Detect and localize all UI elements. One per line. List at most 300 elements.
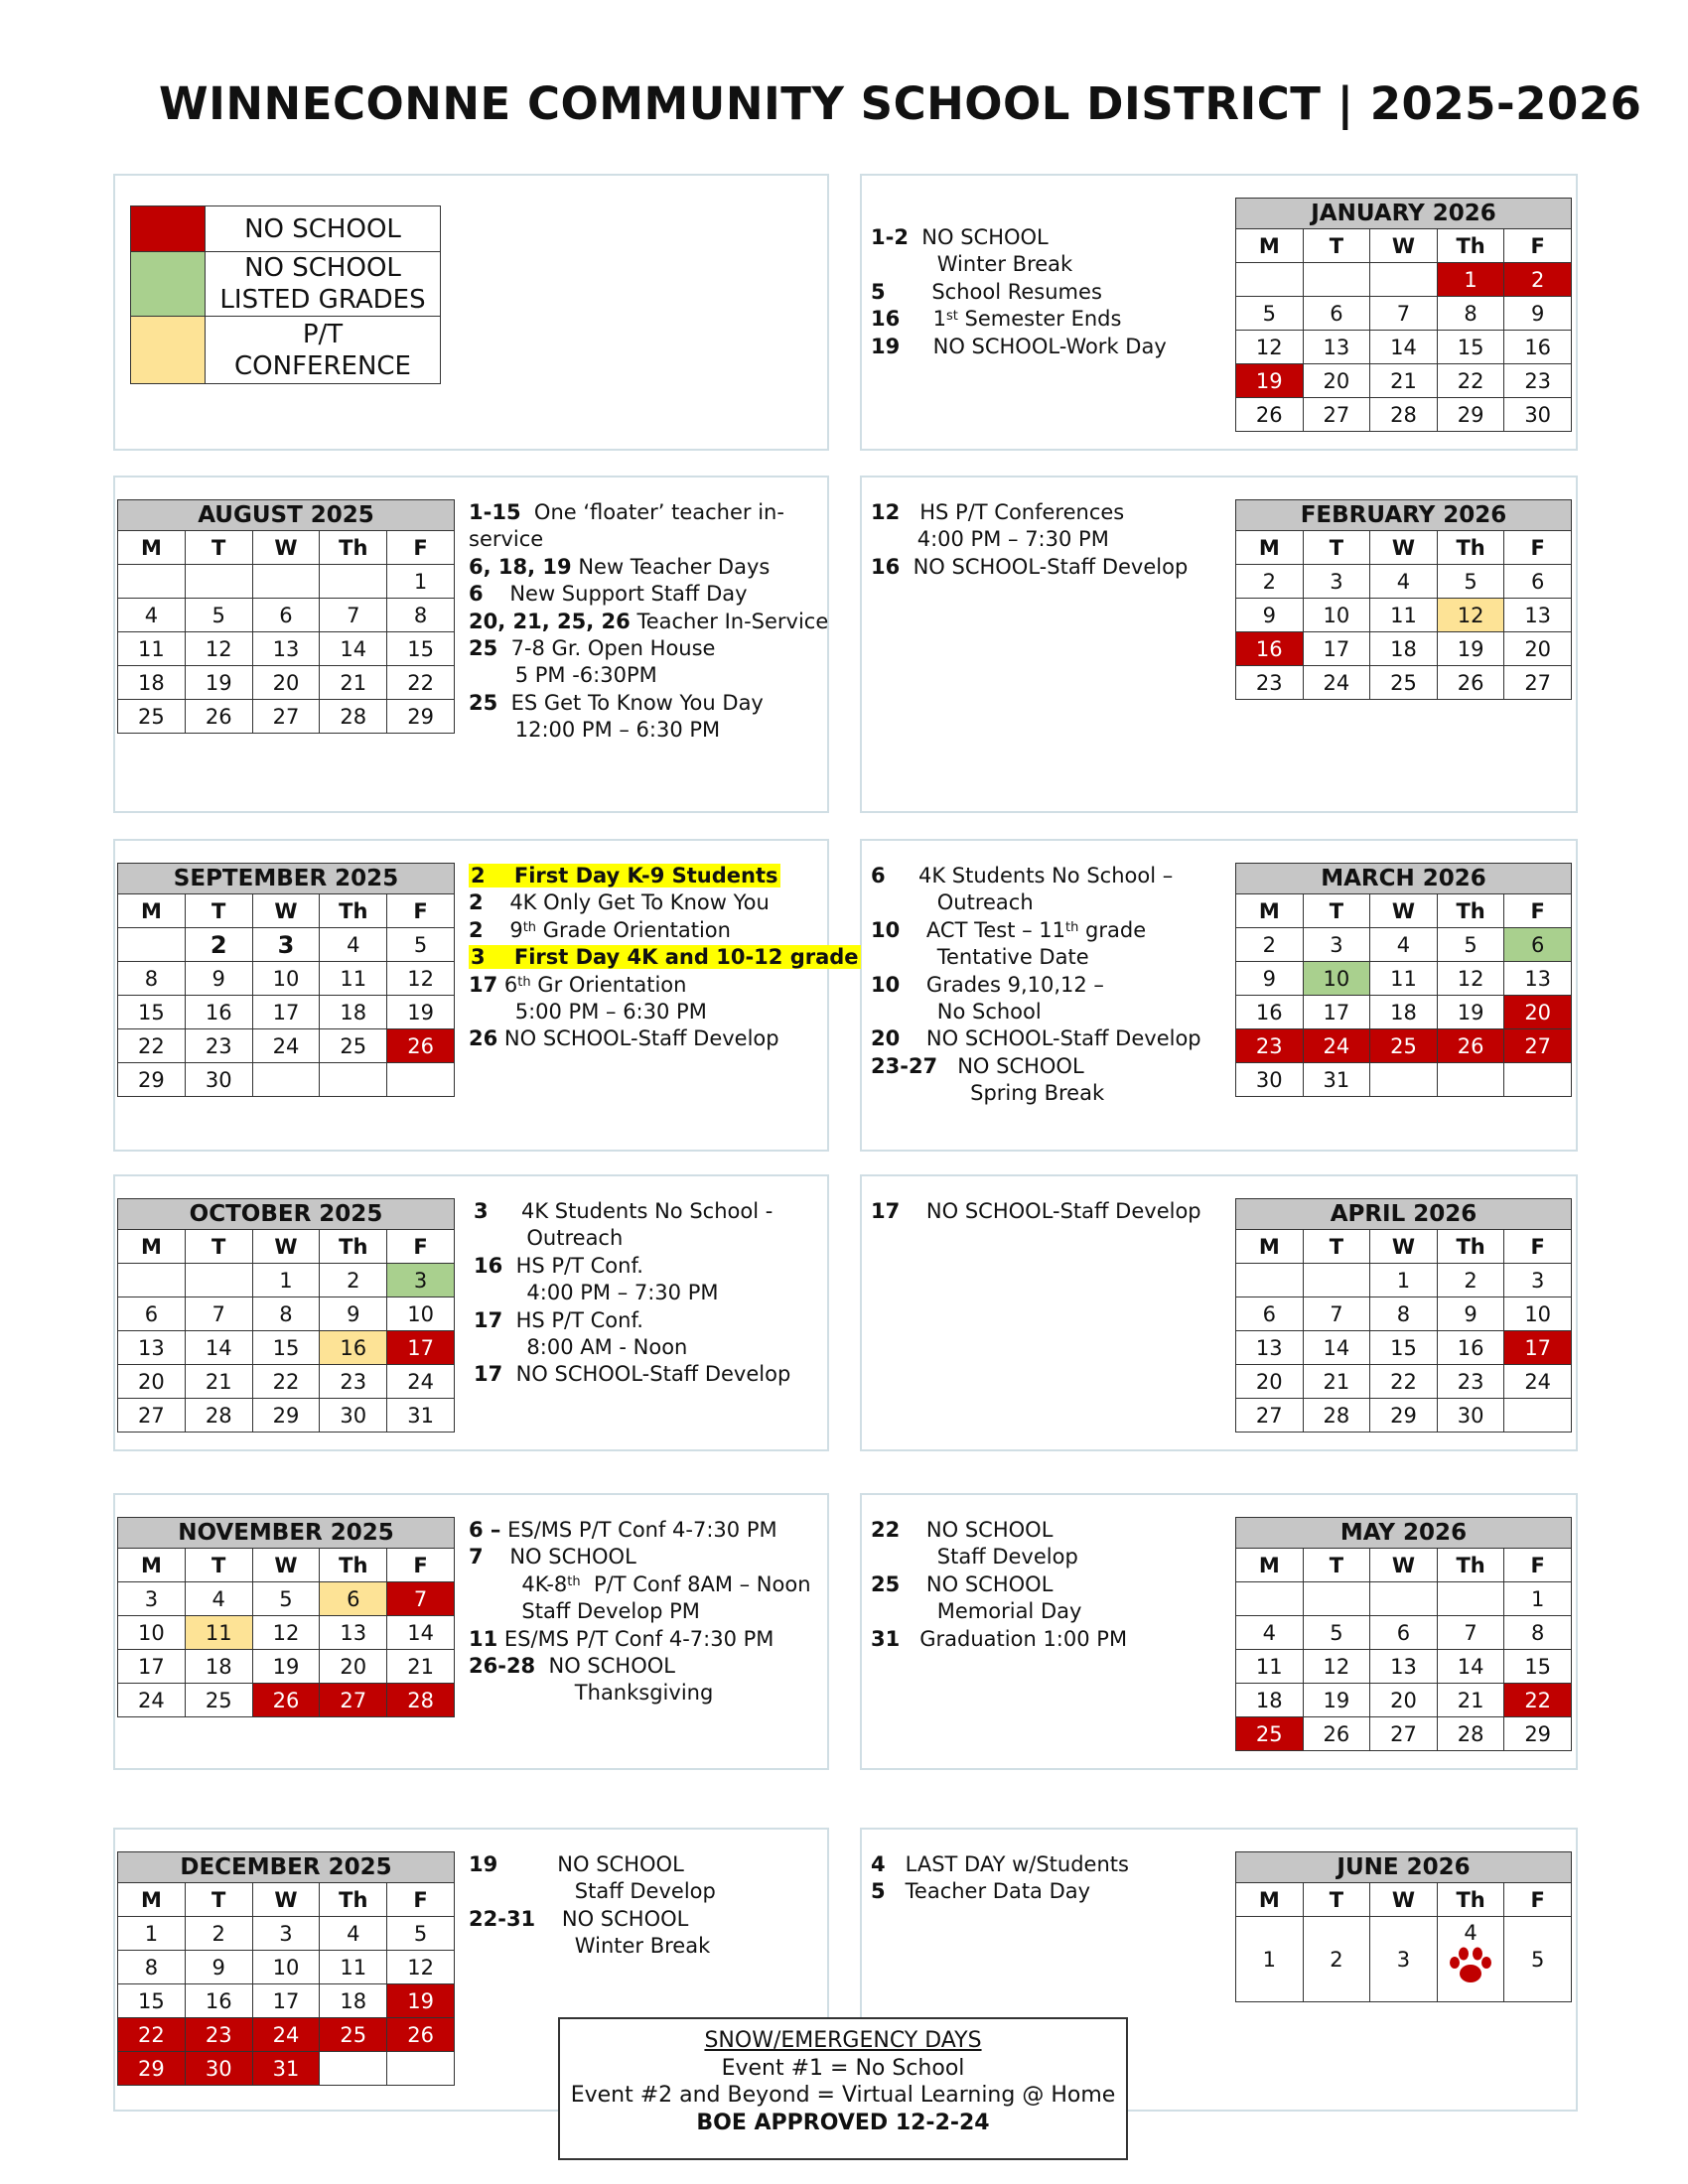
note-text: 4K Only Get To Know You bbox=[483, 890, 770, 915]
note-line bbox=[871, 1025, 1201, 1052]
snow-emergency-box bbox=[558, 2017, 1128, 2160]
week-row bbox=[1236, 1917, 1572, 2002]
day-cell bbox=[320, 2052, 387, 2086]
note-line bbox=[871, 526, 1188, 553]
weekday-header: F bbox=[387, 1230, 455, 1264]
note-line bbox=[871, 1851, 1129, 1878]
note-text: NO SCHOOL-Staff Develop bbox=[900, 1199, 1201, 1223]
note-ordinal: th bbox=[522, 919, 537, 935]
week-row bbox=[1236, 364, 1572, 398]
day-cell: 31 bbox=[387, 1399, 455, 1433]
day-cell: 2 bbox=[1437, 1264, 1504, 1297]
day-cell: 30 bbox=[185, 2052, 252, 2086]
day-cell: 2 bbox=[1236, 928, 1304, 962]
day-cell: 13 bbox=[1370, 1650, 1438, 1684]
note-text: NO SCHOOL bbox=[937, 1053, 1084, 1078]
day-cell bbox=[185, 1264, 252, 1297]
weekday-header: F bbox=[387, 1549, 455, 1582]
weekday-header: W bbox=[1370, 1883, 1438, 1917]
day-cell: 7 bbox=[185, 1297, 252, 1331]
day-cell: 27 bbox=[1370, 1717, 1438, 1751]
month-header-row bbox=[1236, 500, 1572, 531]
day-cell: 15 bbox=[1504, 1650, 1572, 1684]
day-cell: 19 bbox=[1437, 632, 1504, 666]
month-header-row bbox=[118, 1852, 455, 1883]
day-cell: 12 bbox=[387, 1951, 455, 1984]
day-cell: 10 bbox=[252, 962, 320, 996]
day-cell bbox=[1370, 263, 1438, 297]
note-text: 7-8 Gr. Open House bbox=[497, 636, 716, 661]
week-row bbox=[1236, 331, 1572, 364]
day-cell: 24 bbox=[387, 1365, 455, 1399]
day-cell: 20 bbox=[1370, 1684, 1438, 1717]
day-cell: 3 bbox=[1504, 1264, 1572, 1297]
legend-label-line: CONFERENCE bbox=[234, 350, 411, 381]
week-row bbox=[1236, 398, 1572, 432]
day-cell: 5 bbox=[1437, 565, 1504, 599]
day-cell: 27 bbox=[1303, 398, 1370, 432]
day-cell: 23 bbox=[185, 1029, 252, 1063]
day-cell: 10 bbox=[1303, 962, 1370, 996]
weekday-header: T bbox=[185, 894, 252, 928]
note-line bbox=[469, 1571, 811, 1598]
month-title: JANUARY 2026 bbox=[1236, 199, 1572, 229]
day-cell: 23 bbox=[1236, 1029, 1304, 1063]
legend-label-line: NO SCHOOL bbox=[244, 253, 401, 283]
legend bbox=[130, 205, 441, 384]
note-line bbox=[469, 499, 828, 526]
day-cell: 25 bbox=[1370, 1029, 1438, 1063]
day-cell: 31 bbox=[252, 2052, 320, 2086]
note-line bbox=[469, 1906, 716, 1933]
day-cell: 10 bbox=[1504, 1297, 1572, 1331]
snow-event-1: Event #1 = No School bbox=[721, 2055, 965, 2081]
day-cell: 2 bbox=[185, 1917, 252, 1951]
week-row bbox=[118, 1264, 455, 1297]
day-cell: 8 bbox=[252, 1297, 320, 1331]
day-cell: 17 bbox=[1303, 996, 1370, 1029]
day-cell: 9 bbox=[320, 1297, 387, 1331]
week-row bbox=[1236, 1717, 1572, 1751]
legend-swatch bbox=[131, 317, 206, 384]
note-date: 6 bbox=[871, 864, 886, 887]
day-cell: 11 bbox=[1370, 599, 1438, 632]
day-cell: 8 bbox=[1437, 297, 1504, 331]
notes-aug bbox=[469, 499, 828, 745]
day-cell: 16 bbox=[320, 1331, 387, 1365]
calendar-mar bbox=[1235, 863, 1572, 1097]
day-cell: 15 bbox=[1437, 331, 1504, 364]
weekday-header: Th bbox=[320, 531, 387, 565]
legend-row bbox=[131, 206, 441, 252]
note-line bbox=[871, 889, 1201, 916]
day-cell: 7 bbox=[320, 599, 387, 632]
note-text: NO SCHOOL bbox=[535, 1654, 675, 1679]
weekday-header: M bbox=[118, 894, 186, 928]
day-cell: 2 bbox=[1303, 1917, 1370, 2002]
weekday-header: W bbox=[1370, 1549, 1438, 1582]
week-row bbox=[118, 1917, 455, 1951]
day-cell bbox=[252, 565, 320, 599]
note-line bbox=[469, 1626, 811, 1653]
day-cell: 24 bbox=[118, 1684, 186, 1717]
day-cell bbox=[118, 565, 186, 599]
day-cell: 12 bbox=[1303, 1650, 1370, 1684]
day-cell: 5 bbox=[252, 1582, 320, 1616]
weekday-header: Th bbox=[1437, 1883, 1504, 1917]
legend-label-line: P/T bbox=[302, 319, 344, 349]
day-cell: 15 bbox=[387, 632, 455, 666]
day-cell bbox=[1437, 1582, 1504, 1616]
note-date: 1-2 bbox=[871, 225, 909, 249]
note-line bbox=[469, 999, 861, 1025]
note-text: Grade Orientation bbox=[536, 917, 731, 942]
weekday-header-row bbox=[118, 894, 455, 928]
day-cell: 21 bbox=[320, 666, 387, 700]
legend-label bbox=[206, 206, 441, 252]
day-cell: 24 bbox=[252, 1029, 320, 1063]
day-cell: 14 bbox=[1303, 1331, 1370, 1365]
week-row bbox=[118, 632, 455, 666]
note-text: 4K Students No School – bbox=[885, 864, 1174, 887]
month-title: AUGUST 2025 bbox=[118, 500, 455, 531]
month-header-row bbox=[118, 500, 455, 531]
day-cell: 2 bbox=[185, 928, 252, 962]
day-cell: 18 bbox=[118, 666, 186, 700]
note-text: Winter Break bbox=[469, 1934, 711, 1959]
note-ordinal: th bbox=[517, 974, 531, 990]
week-row bbox=[1236, 666, 1572, 700]
calendar-jun bbox=[1235, 1851, 1572, 2002]
note-line bbox=[871, 1080, 1201, 1107]
weekday-header-row bbox=[1236, 1883, 1572, 1917]
day-cell: 3 bbox=[118, 1582, 186, 1616]
day-cell: 10 bbox=[252, 1951, 320, 1984]
day-cell: 17 bbox=[118, 1650, 186, 1684]
notes-nov bbox=[469, 1517, 811, 1707]
day-cell: 26 bbox=[1437, 1029, 1504, 1063]
note-date: 20 bbox=[871, 1026, 901, 1051]
weekday-header: T bbox=[1303, 1549, 1370, 1582]
weekday-header: W bbox=[1370, 1230, 1438, 1264]
day-cell: 17 bbox=[1303, 632, 1370, 666]
day-cell: 30 bbox=[1236, 1063, 1304, 1097]
note-text: NO SCHOOL-Staff Develop bbox=[497, 1026, 779, 1051]
note-line bbox=[871, 863, 1201, 889]
weekday-header-row bbox=[118, 531, 455, 565]
notes-jan bbox=[871, 224, 1167, 360]
week-row bbox=[118, 565, 455, 599]
week-row bbox=[1236, 1365, 1572, 1399]
day-cell bbox=[387, 2052, 455, 2086]
day-cell: 9 bbox=[1504, 297, 1572, 331]
notes-may bbox=[871, 1517, 1127, 1653]
day-cell bbox=[1236, 1582, 1304, 1616]
snow-event-2: Event #2 and Beyond = Virtual Learning @ Home bbox=[570, 2083, 1116, 2108]
day-cell: 6 bbox=[118, 1297, 186, 1331]
day-cell: 12 bbox=[252, 1616, 320, 1650]
week-row bbox=[118, 1684, 455, 1717]
day-cell: 20 bbox=[252, 666, 320, 700]
note-line bbox=[871, 306, 1167, 333]
week-row bbox=[1236, 996, 1572, 1029]
week-row bbox=[1236, 1399, 1572, 1433]
day-cell: 3 bbox=[1303, 928, 1370, 962]
notes-oct bbox=[474, 1198, 790, 1389]
day-cell: 23 bbox=[185, 2018, 252, 2052]
day-cell: 8 bbox=[118, 962, 186, 996]
weekday-header: Th bbox=[1437, 1549, 1504, 1582]
note-text: 4K Students No School - bbox=[488, 1199, 774, 1223]
week-row bbox=[118, 1582, 455, 1616]
day-cell: 19 bbox=[185, 666, 252, 700]
day-cell: 6 bbox=[1303, 297, 1370, 331]
weekday-header-row bbox=[1236, 1549, 1572, 1582]
weekday-header: T bbox=[185, 531, 252, 565]
notes-dec bbox=[469, 1851, 716, 1961]
note-line bbox=[469, 1598, 811, 1625]
note-line bbox=[469, 863, 861, 889]
week-row bbox=[118, 1616, 455, 1650]
note-date: 6 – bbox=[469, 1518, 501, 1542]
note-line bbox=[469, 944, 861, 971]
calendar-dec bbox=[117, 1851, 455, 2086]
note-text: NO SCHOOL-Work Day bbox=[900, 334, 1167, 358]
legend-swatch bbox=[131, 206, 206, 252]
day-cell: 1 bbox=[1370, 1264, 1438, 1297]
day-cell: 1 bbox=[1437, 263, 1504, 297]
note-line bbox=[469, 635, 828, 662]
day-cell: 6 bbox=[1504, 928, 1572, 962]
week-row bbox=[1236, 1582, 1572, 1616]
weekday-header: T bbox=[1303, 229, 1370, 263]
day-cell: 6 bbox=[252, 599, 320, 632]
note-text: HS P/T Conf. bbox=[502, 1253, 643, 1278]
day-cell: 12 bbox=[185, 632, 252, 666]
week-row bbox=[118, 1063, 455, 1097]
note-line bbox=[469, 526, 828, 553]
day-cell: 27 bbox=[320, 1684, 387, 1717]
note-highlight: 3 First Day 4K and 10-12 grade bbox=[471, 945, 859, 970]
note-text: 6 bbox=[497, 972, 518, 997]
day-cell: 13 bbox=[1504, 599, 1572, 632]
note-line bbox=[469, 662, 828, 689]
note-date: 20, 21, 25, 26 bbox=[469, 609, 631, 633]
week-row bbox=[118, 1365, 455, 1399]
weekday-header: Th bbox=[320, 894, 387, 928]
month-title: MAY 2026 bbox=[1236, 1518, 1572, 1549]
day-cell: 20 bbox=[1504, 996, 1572, 1029]
note-text: Staff Develop bbox=[871, 1545, 1078, 1570]
note-date: 5 bbox=[871, 1879, 886, 1904]
day-cell: 18 bbox=[1370, 632, 1438, 666]
note-line bbox=[871, 499, 1188, 526]
note-date: 25 bbox=[469, 636, 498, 661]
day-cell: 22 bbox=[1370, 1365, 1438, 1399]
note-text: New Teacher Days bbox=[571, 554, 771, 579]
day-cell: 6 bbox=[1504, 565, 1572, 599]
day-cell: 25 bbox=[1236, 1717, 1304, 1751]
day-cell: 6 bbox=[1236, 1297, 1304, 1331]
note-text: Teacher In-Service bbox=[630, 609, 829, 633]
note-text: NO SCHOOL bbox=[900, 1571, 1054, 1596]
note-date: 11 bbox=[469, 1626, 498, 1651]
note-text: 8:00 AM - Noon bbox=[474, 1335, 688, 1360]
day-cell: 16 bbox=[1236, 632, 1304, 666]
calendar-aug bbox=[117, 499, 455, 734]
weekday-header: Th bbox=[320, 1883, 387, 1917]
day-cell bbox=[1437, 1917, 1504, 2002]
day-cell bbox=[118, 928, 186, 962]
day-cell: 13 bbox=[1303, 331, 1370, 364]
note-line bbox=[871, 334, 1167, 360]
calendar-may bbox=[1235, 1517, 1572, 1751]
day-cell: 12 bbox=[1437, 599, 1504, 632]
notes-feb bbox=[871, 499, 1188, 581]
note-line bbox=[871, 1053, 1201, 1080]
day-cell: 29 bbox=[118, 2052, 186, 2086]
day-cell: 27 bbox=[118, 1399, 186, 1433]
weekday-header: W bbox=[1370, 229, 1438, 263]
note-date: 25 bbox=[469, 690, 498, 715]
weekday-header: W bbox=[252, 531, 320, 565]
week-row bbox=[118, 1951, 455, 1984]
note-line bbox=[871, 279, 1167, 306]
day-number: 4 bbox=[1464, 1921, 1477, 1945]
day-cell: 30 bbox=[320, 1399, 387, 1433]
weekday-header: M bbox=[118, 1230, 186, 1264]
weekday-header: F bbox=[1504, 894, 1572, 928]
day-cell: 5 bbox=[1437, 928, 1504, 962]
day-cell: 17 bbox=[252, 1984, 320, 2018]
day-cell: 17 bbox=[252, 996, 320, 1029]
note-date: 17 bbox=[871, 1199, 901, 1223]
weekday-header: T bbox=[185, 1549, 252, 1582]
note-date: 4 bbox=[871, 1852, 886, 1876]
weekday-header: F bbox=[1504, 1883, 1572, 1917]
paw-print-icon bbox=[1447, 1945, 1494, 1984]
note-line bbox=[871, 1571, 1127, 1598]
week-row bbox=[1236, 565, 1572, 599]
note-text: Gr Orientation bbox=[530, 972, 687, 997]
month-header-row bbox=[118, 864, 455, 894]
day-cell: 27 bbox=[1504, 666, 1572, 700]
day-cell: 16 bbox=[1437, 1331, 1504, 1365]
note-date: 10 bbox=[871, 917, 901, 942]
day-cell: 9 bbox=[185, 1951, 252, 1984]
note-line bbox=[871, 1626, 1127, 1653]
week-row bbox=[1236, 1650, 1572, 1684]
day-cell bbox=[1236, 1264, 1304, 1297]
day-cell bbox=[1504, 1063, 1572, 1097]
day-cell: 24 bbox=[252, 2018, 320, 2052]
day-cell bbox=[1236, 263, 1304, 297]
notes-sep bbox=[469, 863, 861, 1053]
weekday-header: Th bbox=[320, 1549, 387, 1582]
day-cell: 17 bbox=[1504, 1331, 1572, 1365]
day-cell: 26 bbox=[1437, 666, 1504, 700]
week-row bbox=[1236, 297, 1572, 331]
day-cell: 21 bbox=[1370, 364, 1438, 398]
day-cell: 29 bbox=[387, 700, 455, 734]
day-cell: 6 bbox=[320, 1582, 387, 1616]
weekday-header: M bbox=[1236, 1549, 1304, 1582]
month-title: FEBRUARY 2026 bbox=[1236, 500, 1572, 531]
weekday-header: Th bbox=[320, 1230, 387, 1264]
note-line bbox=[469, 889, 861, 916]
day-cell: 1 bbox=[118, 1917, 186, 1951]
weekday-header: Th bbox=[1437, 531, 1504, 565]
day-cell: 9 bbox=[1236, 599, 1304, 632]
note-line bbox=[871, 917, 1201, 944]
legend-label bbox=[206, 317, 441, 384]
note-ordinal: st bbox=[945, 309, 958, 325]
note-date: 31 bbox=[871, 1626, 901, 1651]
note-line bbox=[871, 972, 1201, 999]
day-cell: 3 bbox=[1303, 565, 1370, 599]
note-date: 16 bbox=[871, 554, 901, 579]
day-cell: 3 bbox=[252, 928, 320, 962]
day-cell: 15 bbox=[1370, 1331, 1438, 1365]
day-cell: 29 bbox=[1437, 398, 1504, 432]
note-line bbox=[871, 999, 1201, 1025]
note-text: 4K-8 bbox=[469, 1571, 568, 1596]
day-cell: 24 bbox=[1504, 1365, 1572, 1399]
day-cell: 11 bbox=[1236, 1650, 1304, 1684]
day-cell: 4 bbox=[320, 928, 387, 962]
page-title: WINNECONNE COMMUNITY SCHOOL DISTRICT | 2025-2026 bbox=[159, 77, 1642, 130]
day-cell: 8 bbox=[1504, 1616, 1572, 1650]
day-cell: 13 bbox=[320, 1616, 387, 1650]
day-cell: 11 bbox=[185, 1616, 252, 1650]
weekday-header: M bbox=[1236, 1230, 1304, 1264]
note-text: Staff Develop bbox=[469, 1879, 716, 1904]
day-cell: 11 bbox=[1370, 962, 1438, 996]
day-cell: 21 bbox=[185, 1365, 252, 1399]
day-cell: 8 bbox=[387, 599, 455, 632]
day-cell: 4 bbox=[185, 1582, 252, 1616]
note-line bbox=[871, 1517, 1127, 1544]
boe-approved: BOE APPROVED 12-2-24 bbox=[696, 2110, 990, 2135]
day-cell: 14 bbox=[387, 1616, 455, 1650]
day-cell: 10 bbox=[1303, 599, 1370, 632]
week-row bbox=[118, 700, 455, 734]
day-cell: 1 bbox=[1504, 1582, 1572, 1616]
weekday-header: T bbox=[1303, 1230, 1370, 1264]
note-line bbox=[469, 609, 828, 635]
day-cell: 20 bbox=[1303, 364, 1370, 398]
note-text: School Resumes bbox=[885, 279, 1102, 304]
note-line bbox=[871, 251, 1167, 278]
day-cell: 29 bbox=[118, 1063, 186, 1097]
day-cell: 3 bbox=[252, 1917, 320, 1951]
day-cell: 2 bbox=[1504, 263, 1572, 297]
day-cell: 4 bbox=[320, 1917, 387, 1951]
weekday-header-row bbox=[118, 1549, 455, 1582]
calendar-apr bbox=[1235, 1198, 1572, 1433]
day-cell: 30 bbox=[1504, 398, 1572, 432]
note-date: 22-31 bbox=[469, 1906, 536, 1931]
day-cell: 18 bbox=[320, 1984, 387, 2018]
weekday-header: F bbox=[1504, 1230, 1572, 1264]
note-text: 12:00 PM – 6:30 PM bbox=[469, 718, 721, 743]
note-line bbox=[469, 1025, 861, 1052]
day-cell: 13 bbox=[1236, 1331, 1304, 1365]
week-row bbox=[118, 996, 455, 1029]
day-cell bbox=[1303, 1264, 1370, 1297]
note-line bbox=[469, 917, 861, 944]
note-date: 17 bbox=[474, 1307, 503, 1332]
